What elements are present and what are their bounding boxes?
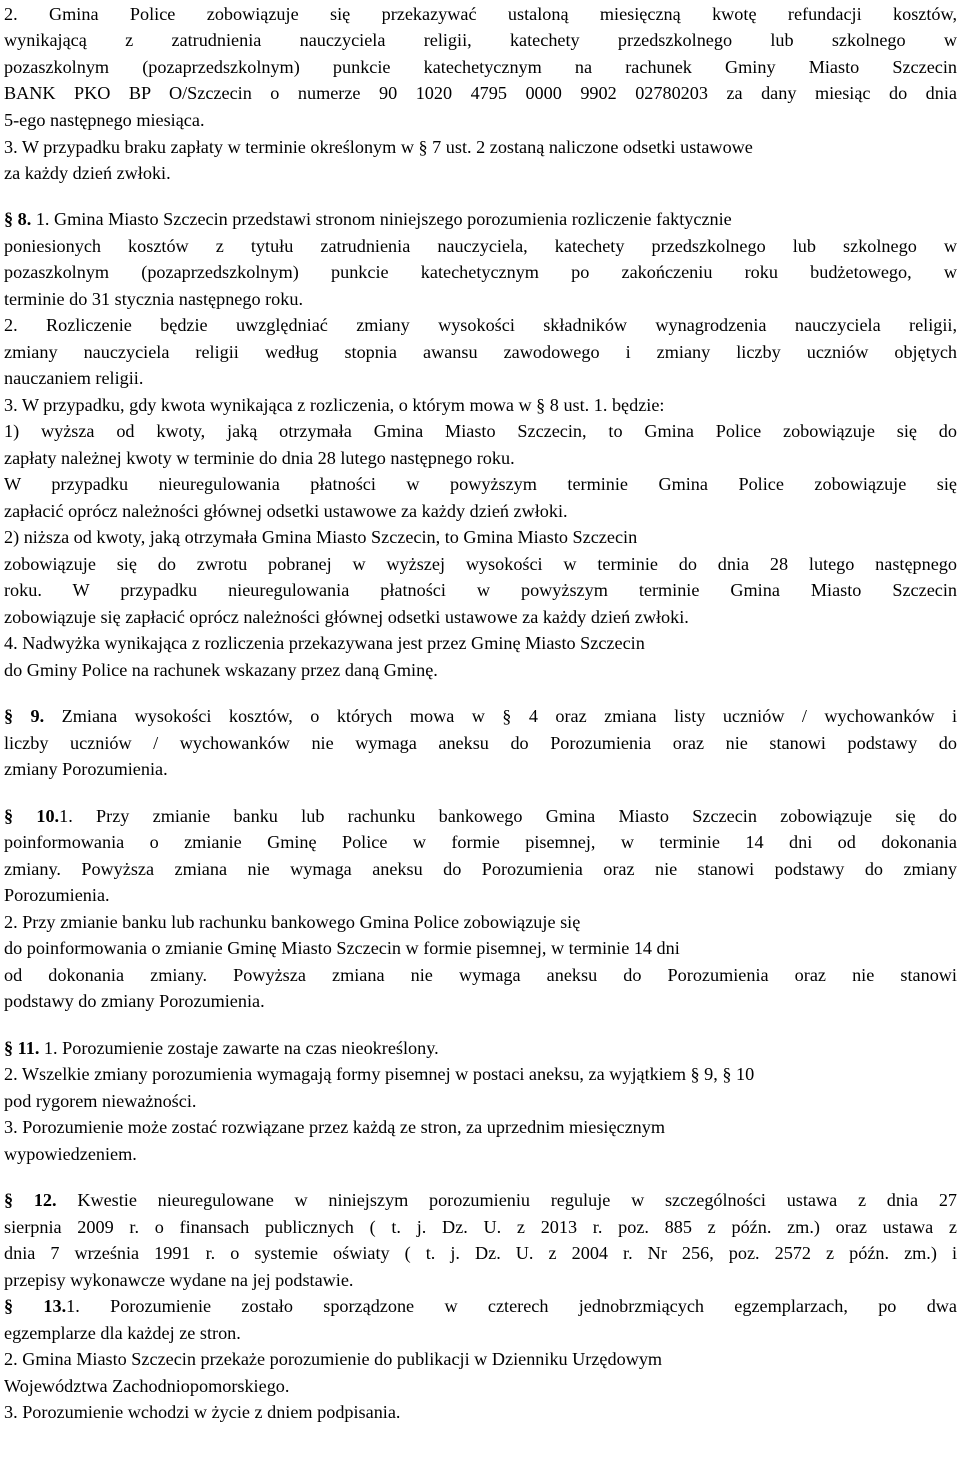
document-line: [4, 704, 957, 728]
document-line: [4, 260, 957, 284]
document-line: [4, 135, 957, 159]
line-text: 2. Gmina Police zobowiązuje się przekazywać ustaloną miesięczną kwotę refundacji kosztów,: [4, 4, 957, 24]
line-text: BANK PKO BP O/Szczecin o numerze 90 1020 4795 0000 9902 02780203 za dany miesiąc do dnia: [4, 83, 957, 103]
document-line: [4, 883, 957, 907]
document-line: [4, 1188, 957, 1212]
document-line: [4, 1089, 957, 1113]
line-text: 4. Nadwyżka wynikająca z rozliczenia przekazywana jest przez Gminę Miasto Szczecin: [4, 633, 645, 653]
document-line: [4, 1115, 957, 1139]
document-line: [4, 1241, 957, 1265]
line-text: 2. Wszelkie zmiany porozumienia wymagają formy pisemnej w postaci aneksu, za wyjątkiem § 9, § 10: [4, 1064, 755, 1084]
line-text: poniesionych kosztów z tytułu zatrudnienia nauczyciela, katechety przedszkolnego lub szkolnego w: [4, 236, 957, 256]
line-text: wynikającą z zatrudnienia nauczyciela religii, katechety przedszkolnego lub szkolnego w: [4, 30, 957, 50]
line-text: podstawy do zmiany Porozumienia.: [4, 991, 265, 1011]
document-line: [4, 161, 957, 185]
document-line: [4, 1062, 957, 1086]
line-text: 1. Porozumienie zostało sporządzone w czterech jednobrzmiących egzemplarzach, po dwa: [66, 1296, 957, 1316]
line-text: Województwa Zachodniopomorskiego.: [4, 1376, 290, 1396]
document-line: [4, 313, 957, 337]
document-line: [4, 234, 957, 258]
line-text: Kwestie nieuregulowane w niniejszym porozumieniu reguluje w szczególności ustawa z dnia 27: [56, 1190, 958, 1210]
line-text: sierpnia 2009 r. o finansach publicznych ( t. j. Dz. U. z 2013 r. poz. 885 z późn. zm.) oraz ustawa z: [4, 1217, 957, 1237]
line-text: wypowiedzeniem.: [4, 1144, 137, 1164]
line-text: 2. Przy zmianie banku lub rachunku bankowego Gmina Police zobowiązuje się: [4, 912, 581, 932]
document-line: [4, 731, 957, 755]
line-text: 2. Gmina Miasto Szczecin przekaże porozumienie do publikacji w Dzienniku Urzędowym: [4, 1349, 663, 1369]
document-line: [4, 28, 957, 52]
document-line: [4, 1347, 957, 1371]
line-text: 2. Rozliczenie będzie uwzględniać zmiany wysokości składników wynagrodzenia nauczyciela religii,: [4, 315, 957, 335]
line-text: zmiany nauczyciela religii według stopnia awansu zawodowego i zmiany liczby uczniów objętych: [4, 342, 957, 362]
document-line: [4, 81, 957, 105]
document-line: [4, 1294, 957, 1318]
line-text: liczby uczniów / wychowanków nie wymaga aneksu do Porozumienia oraz nie stanowi podstawy do: [4, 733, 957, 753]
line-text: pod rygorem nieważności.: [4, 1091, 197, 1111]
section-number: § 9.: [4, 706, 45, 726]
line-text: 1. Przy zmianie banku lub rachunku bankowego Gmina Miasto Szczecin zobowiązuje się do: [59, 806, 958, 826]
section-number: § 11.: [4, 1038, 40, 1058]
line-text: zmiany. Powyższa zmiana nie wymaga aneksu do Porozumienia oraz nie stanowi podstawy do zmiany: [4, 859, 957, 879]
document-line: [4, 55, 957, 79]
document-line: [4, 804, 957, 828]
line-text: 1. Porozumienie zostaje zawarte na czas nieokreślony.: [39, 1038, 439, 1058]
line-text: Zmiana wysokości kosztów, o których mowa w § 4 oraz zmiana listy uczniów / wychowanków i: [44, 706, 958, 726]
document-line: [4, 936, 957, 960]
document-line: [4, 1215, 957, 1239]
document-line: [4, 340, 957, 364]
line-text: do poinformowania o zmianie Gminę Miasto Szczecin w formie pisemnej, w terminie 14 dni: [4, 938, 680, 958]
document-line: [4, 393, 957, 417]
line-text: roku. W przypadku nieuregulowania płatności w powyższym terminie Gmina Miasto Szczecin: [4, 580, 957, 600]
line-text: zapłaty należnej kwoty w terminie do dnia 28 lutego następnego roku.: [4, 448, 515, 468]
document-line: [4, 1400, 957, 1424]
line-text: zobowiązuje się do zwrotu pobranej w wyższej wysokości w terminie do dnia 28 lutego następnego: [4, 554, 957, 574]
document-line: [4, 658, 957, 682]
document-line: [4, 419, 957, 443]
document-line: [4, 1268, 957, 1292]
document-line: [4, 552, 957, 576]
document-line: [4, 207, 957, 231]
document-line: [4, 1036, 957, 1060]
document-line: [4, 631, 957, 655]
line-text: zmiany Porozumienia.: [4, 759, 168, 779]
document-line: [4, 910, 957, 934]
line-text: 5-ego następnego miesiąca.: [4, 110, 205, 130]
line-text: za każdy dzień zwłoki.: [4, 163, 171, 183]
line-text: 3. Porozumienie może zostać rozwiązane przez każdą ze stron, za uprzednim miesięcznym: [4, 1117, 666, 1137]
line-text: nauczaniem religii.: [4, 368, 144, 388]
line-text: 3. Porozumienie wchodzi w życie z dniem podpisania.: [4, 1402, 401, 1422]
section-number: § 13.: [4, 1296, 67, 1316]
document-line: [4, 472, 957, 496]
line-text: od dokonania zmiany. Powyższa zmiana nie wymaga aneksu do Porozumienia oraz nie stanowi: [4, 965, 957, 985]
section-number: § 12.: [4, 1190, 57, 1210]
document-line: [4, 1142, 957, 1166]
document-line: [4, 989, 957, 1013]
line-text: zapłacić oprócz należności głównej odsetki ustawowe za każdy dzień zwłoki.: [4, 501, 568, 521]
document-line: [4, 525, 957, 549]
line-text: pozaszkolnym (pozaprzedszkolnym) punkcie katechetycznym na rachunek Gminy Miasto Szczecin: [4, 57, 957, 77]
line-text: pozaszkolnym (pozaprzedszkolnym) punkcie katechetycznym po zakończeniu roku budżetowego, w: [4, 262, 957, 282]
line-text: 1. Gmina Miasto Szczecin przedstawi stronom niniejszego porozumienia rozliczenie faktycznie: [31, 209, 732, 229]
line-text: przepisy wykonawcze wydane na jej podstawie.: [4, 1270, 354, 1290]
line-text: do Gminy Police na rachunek wskazany przez daną Gminę.: [4, 660, 438, 680]
line-text: Porozumienia.: [4, 885, 110, 905]
line-text: 1) wyższa od kwoty, jaką otrzymała Gmina Miasto Szczecin, to Gmina Police zobowiązuje się do: [4, 421, 957, 441]
document-line: [4, 1321, 957, 1345]
document-line: [4, 830, 957, 854]
document-line: [4, 287, 957, 311]
line-text: terminie do 31 stycznia następnego roku.: [4, 289, 304, 309]
line-text: 2) niższa od kwoty, jaką otrzymała Gmina Miasto Szczecin, to Gmina Miasto Szczecin: [4, 527, 638, 547]
section-number: § 10.: [4, 806, 60, 826]
line-text: zobowiązuje się zapłacić oprócz należności głównej odsetki ustawowe za każdy dzień zwłoki.: [4, 607, 689, 627]
line-text: 3. W przypadku braku zapłaty w terminie określonym w § 7 ust. 2 zostaną naliczone odsetki ustawowe: [4, 137, 753, 157]
document-line: [4, 2, 957, 26]
line-text: egzemplarze dla każdej ze stron.: [4, 1323, 241, 1343]
document-line: [4, 963, 957, 987]
document-line: [4, 366, 957, 390]
section-number: § 8.: [4, 209, 32, 229]
document-line: [4, 578, 957, 602]
document-line: [4, 108, 957, 132]
document-line: [4, 446, 957, 470]
document-line: [4, 499, 957, 523]
line-text: 3. W przypadku, gdy kwota wynikająca z rozliczenia, o którym mowa w § 8 ust. 1. będzie:: [4, 395, 665, 415]
document-line: [4, 857, 957, 881]
document-line: [4, 757, 957, 781]
line-text: dnia 7 września 1991 r. o systemie oświaty ( t. j. Dz. U. z 2004 r. Nr 256, poz. 2572 z późn. zm.) i: [4, 1243, 957, 1263]
document-line: [4, 605, 957, 629]
line-text: poinformowania o zmianie Gminę Police w formie pisemnej, w terminie 14 dni od dokonania: [4, 832, 957, 852]
document-line: [4, 1374, 957, 1398]
line-text: W przypadku nieuregulowania płatności w powyższym terminie Gmina Police zobowiązuje się: [4, 474, 957, 494]
